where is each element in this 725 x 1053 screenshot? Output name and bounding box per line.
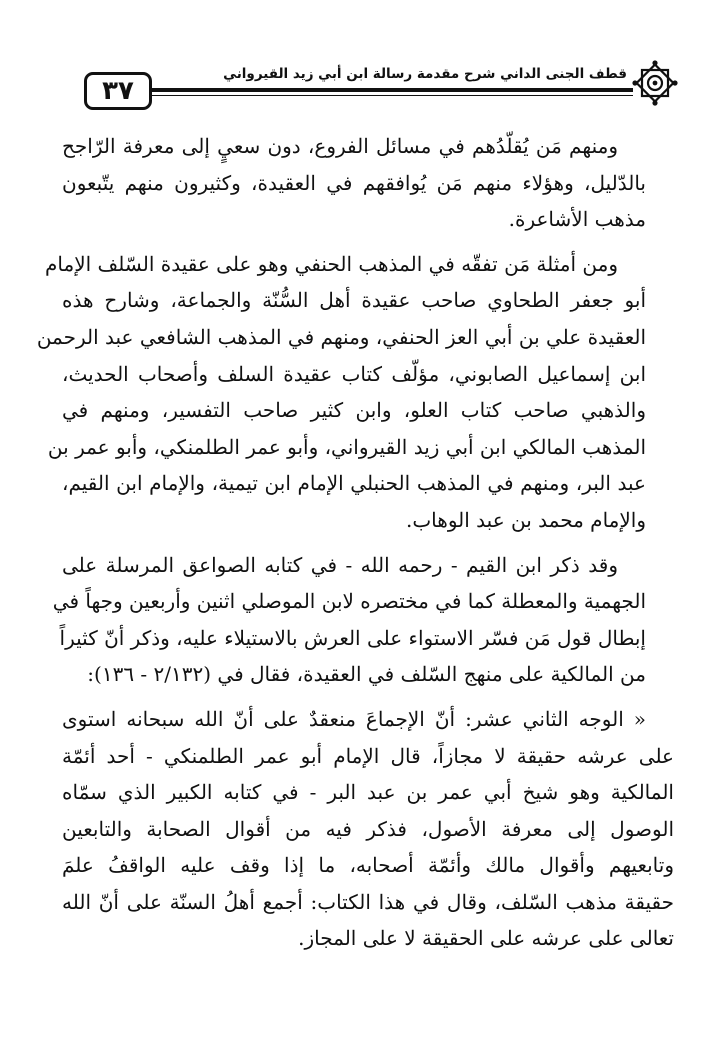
page-header xyxy=(0,0,725,130)
header-rule xyxy=(152,88,633,92)
paragraph xyxy=(52,547,674,693)
text-line: العقيدة علي بن أبي العز الحنفي، ومنهم في المذهب الشافعي عبد الرحمن xyxy=(36,324,646,349)
text-line: والذهبي صاحب كتاب العلو، وابن كثير صاحب التفسير، ومنهم في xyxy=(62,398,646,423)
header-rule-thin xyxy=(152,95,633,96)
text-line: وتابعيهم وأقوال مالك وأئمّة أصحابه، ما إذا وقف عليه الواقفُ علمَ xyxy=(62,853,674,878)
text-line: الوصول إلى معرفة الأصول، فذكر فيه من أقوال الصحابة والتابعين xyxy=(62,816,674,841)
text-line: ومن أمثلة مَن تفقّه في المذهب الحنفي وهو على عقيدة السّلف الإمام xyxy=(45,251,618,276)
page-number: ٣٧ xyxy=(84,72,152,110)
paragraph xyxy=(36,246,674,539)
text-line: على عرشه حقيقة لا مجازاً، قال الإمام أبو عمر الطلمنكي - أحد أئمّة xyxy=(62,743,674,768)
text-line: « الوجه الثاني عشر: أنّ الإجماعَ منعقدٌ على أنّ الله سبحانه استوى xyxy=(62,706,646,731)
text-line: والإمام محمد بن عبد الوهاب. xyxy=(406,507,646,532)
text-line: الجهمية والمعطلة كما في مختصره لابن الموصلي اثنين وأربعين وجهاً في xyxy=(52,589,646,614)
text-line: ابن إسماعيل الصابوني، مؤلّف كتاب عقيدة السلف وأصحاب الحديث، xyxy=(62,361,646,386)
text-line: تعالى على عرشه على الحقيقة لا على المجاز. xyxy=(298,926,674,951)
text-line: وقد ذكر ابن القيم - رحمه الله - في كتابه الصواعق المرسلة على xyxy=(62,552,618,577)
text-line: أبو جعفر الطحاوي صاحب عقيدة أهل السُّنّة والجماعة، وشارح هذه xyxy=(62,288,647,313)
text-line: إبطال قول مَن فسّر الاستواء على العرش بالاستيلاء عليه، وذكر أنّ كثيراً xyxy=(59,625,646,650)
text-line: حقيقة مذهب السّلف، وقال في هذا الكتاب: أجمع أهلُ السنّة على أنّ الله xyxy=(62,889,674,914)
text-line: عبد البر، ومنهم في المذهب الحنبلي الإمام ابن تيمية، والإمام ابن القيم، xyxy=(62,471,646,496)
text-line: مذهب الأشاعرة. xyxy=(508,207,646,232)
running-title: قطف الجنى الداني شرح مقدمة رسالة ابن أبي زيد القيرواني xyxy=(223,66,627,82)
text-line: من المالكية على منهج السّلف في العقيدة، فقال في (٢/١٣٢ - ١٣٦): xyxy=(87,662,646,687)
text-line: المالكية وهو شيخ أبي عمر بن عبد البر - في كتابه الكبير الذي سمّاه xyxy=(62,780,674,805)
page-body xyxy=(36,128,674,965)
quoted-paragraph xyxy=(62,701,674,957)
text-line: المذهب المالكي ابن أبي زيد القيرواني، وأبو عمر الطلمنكي، وأبو عمر بن xyxy=(47,434,646,459)
eight-point-star-ornament-icon xyxy=(630,58,680,108)
text-line: ومنهم مَن يُقلّدُهم في مسائل الفروع، دون سعيٍ إلى معرفة الرّاجح xyxy=(62,134,618,158)
paragraph xyxy=(62,128,674,238)
text-line: بالدّليل، وهؤلاء منهم مَن يُوافقهم في العقيدة، وكثيرون منهم يتّبعون xyxy=(62,170,646,195)
